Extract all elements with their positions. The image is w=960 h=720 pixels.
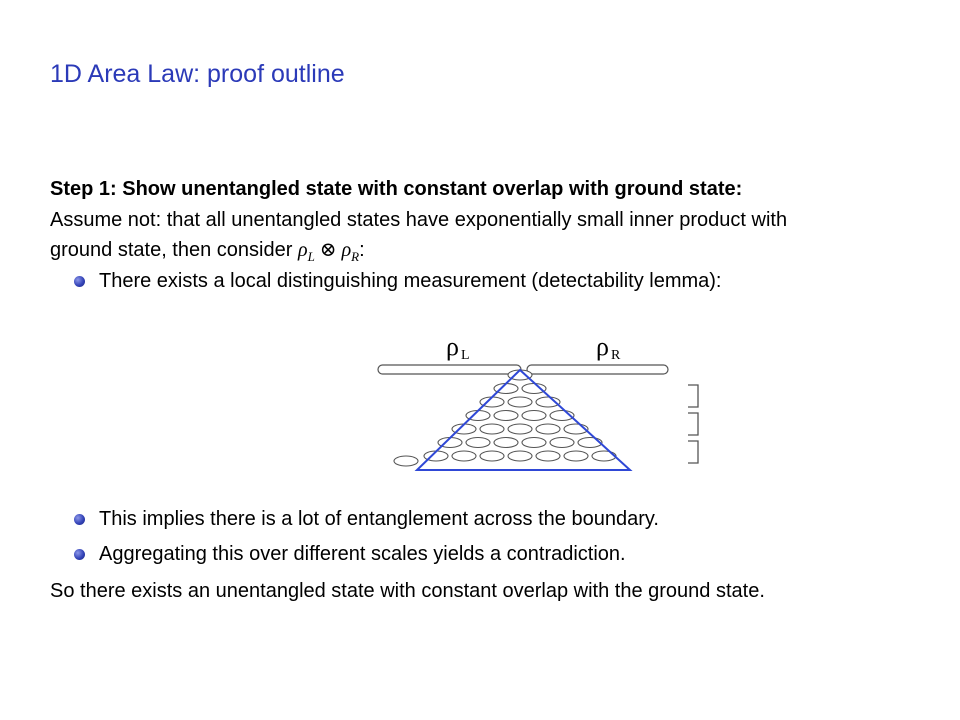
rho-tensor-expression (297, 239, 360, 264)
measurement-ellipse (564, 451, 588, 461)
measurement-ellipse (522, 438, 546, 448)
bullet-dot-icon (74, 276, 85, 287)
outer-ellipse (394, 456, 418, 466)
measurement-ellipse (466, 438, 490, 448)
bullet-item-measurement (74, 270, 722, 293)
bullet-text: There exists a local distinguishing measurement (detectability lemma): (99, 270, 722, 292)
rho-r-region-bar (527, 365, 668, 374)
rho-l-subscript: L (461, 348, 470, 363)
tensor-symbol: ⊗ (314, 239, 342, 261)
measurement-ellipse (550, 438, 574, 448)
measurement-ellipse (480, 424, 504, 434)
bullet-text: This implies there is a lot of entanglement across the boundary. (99, 508, 659, 530)
subscript-l: L (307, 249, 315, 264)
measurement-ellipse (508, 451, 532, 461)
measurement-ellipse (522, 384, 546, 394)
assumption-line-2 (50, 235, 930, 272)
bullet-dot-icon (74, 549, 85, 560)
rho-l-label: ρ (446, 332, 459, 361)
scale-brackets (688, 385, 698, 463)
scale-bracket (688, 441, 698, 463)
subscript-r: R (351, 249, 360, 264)
colon: : (359, 239, 365, 261)
measurement-ellipse (494, 438, 518, 448)
measurement-ellipse (536, 451, 560, 461)
bullet-dot-icon (74, 514, 85, 525)
assumption-paragraph (50, 205, 930, 272)
measurement-ellipse (592, 451, 616, 461)
scale-bracket (688, 413, 698, 435)
rho-r-label: ρ (596, 332, 609, 361)
bullet-item-aggregation (74, 543, 626, 566)
bullet-item-entanglement (74, 508, 659, 531)
rho-r-subscript: R (611, 348, 621, 363)
rho-l-region-bar (378, 365, 521, 374)
measurement-ellipse (522, 411, 546, 421)
measurement-ellipse (508, 424, 532, 434)
measurement-ellipse (494, 411, 518, 421)
bullet-text: Aggregating this over different scales yields a contradiction. (99, 543, 626, 565)
step-heading: Step 1: Show unentangled state with constant overlap with ground state: (50, 178, 743, 200)
measurement-ellipse (508, 397, 532, 407)
slide-title: 1D Area Law: proof outline (50, 60, 345, 88)
measurement-ellipse (536, 424, 560, 434)
detectability-diagram (370, 325, 710, 475)
rho-symbol: ρ (341, 239, 352, 261)
assumption-line-2-text: ground state, then consider (50, 239, 298, 261)
conclusion-text: So there exists an unentangled state with constant overlap with the ground state. (50, 580, 765, 602)
scale-bracket (688, 385, 698, 407)
rho-symbol: ρ (297, 239, 308, 261)
assumption-line-1: Assume not: that all unentangled states have exponentially small inner product with (50, 209, 788, 231)
measurement-ellipse (452, 451, 476, 461)
measurement-ellipse (480, 451, 504, 461)
